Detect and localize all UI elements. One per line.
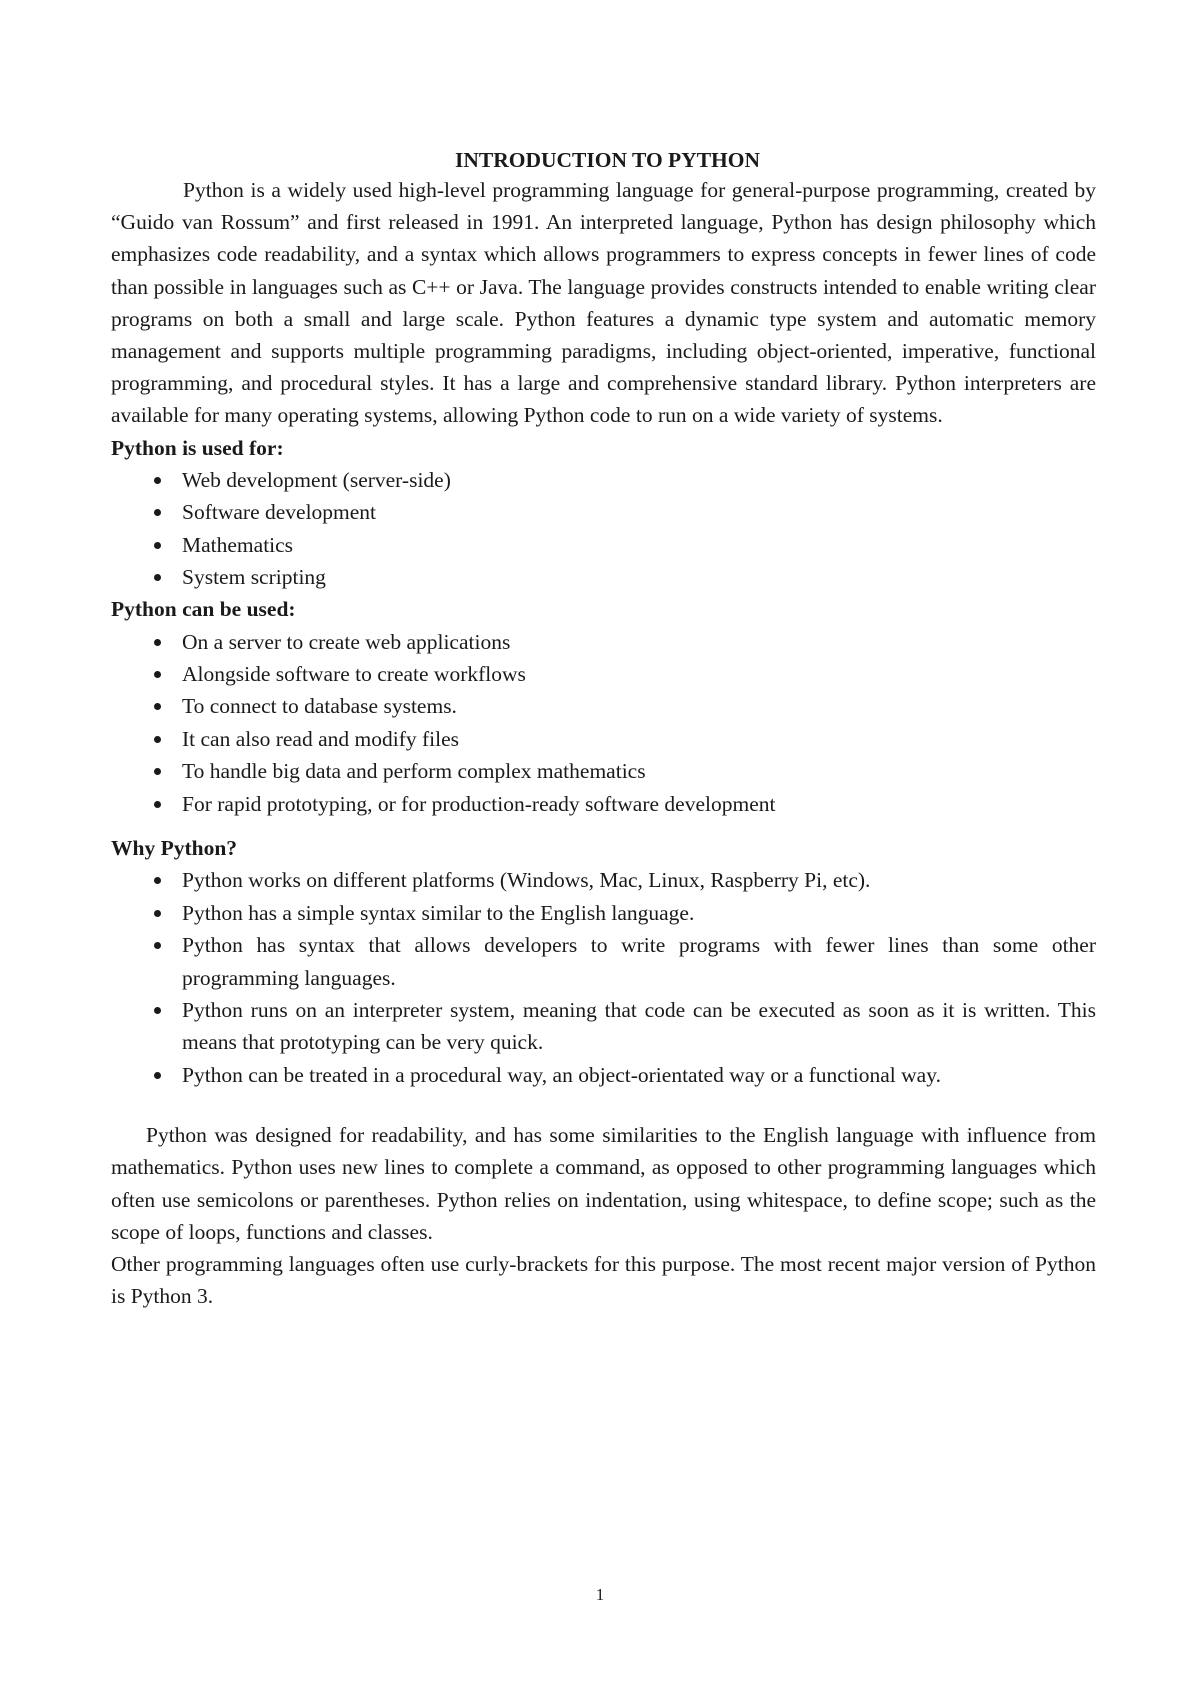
list-item [111, 864, 1096, 896]
list-item [111, 929, 1096, 994]
bullet-icon [154, 703, 161, 710]
page-title: INTRODUCTION TO PYTHON [454, 148, 761, 172]
list-item-text: It can also read and modify files [182, 726, 460, 751]
intro-paragraph: Python is a widely used high-level programming language for general-purpose programming, created by “Guido van Rossum” and first released in 1991. An interpreted language, Python has design philosophy which emphasizes code readability, and a syntax which allows programmers to express concepts in fewer lines of code than possible in languages such as C++ or Java. The language provides constructs intended to enable writing clear programs on both a small and large scale. Python features a dynamic type system and automatic memory management and supports multiple programming paradigms, including object-oriented, imperative, functional programming, and procedural styles. It has a large and comprehensive standard library. Python interpreters are available for many operating systems, allowing Python code to run on a wide variety of systems. [111, 178, 1096, 428]
list-item-text: System scripting [182, 565, 326, 590]
list-item-text: On a server to create web applications [182, 629, 511, 654]
bullet-icon [154, 671, 161, 678]
spacer [111, 820, 1096, 832]
list-item [111, 464, 1096, 496]
list-item-text: Alongside software to create workflows [182, 662, 526, 687]
page-number: 1 [595, 1585, 605, 1604]
list-item-text: Software development [182, 500, 377, 525]
bullet-icon [154, 877, 161, 884]
used-for-list [111, 464, 1096, 594]
bullet-icon [154, 801, 161, 808]
list-item-text: Python works on different platforms (Windows, Mac, Linux, Raspberry Pi, etc). [182, 868, 871, 893]
bullet-icon [154, 542, 161, 549]
bullet-icon [154, 574, 161, 581]
why-python-list [111, 864, 1096, 1091]
list-item-text: Python can be treated in a procedural way, an object-orientated way or a functional way. [182, 1062, 941, 1087]
list-item [111, 496, 1096, 528]
bullet-icon [154, 639, 161, 646]
list-item [111, 994, 1096, 1059]
list-item [111, 1059, 1096, 1091]
list-item [111, 690, 1096, 722]
list-item [111, 788, 1096, 820]
spacer [111, 1091, 1096, 1119]
why-python-heading: Why Python? [111, 836, 238, 861]
list-item [111, 658, 1096, 690]
list-item [111, 723, 1096, 755]
bullet-icon [154, 768, 161, 775]
list-item-text: Python runs on an interpreter system, meaning that code can be executed as soon as it is written. This means that prototyping can be very quick. [182, 997, 1096, 1055]
can-be-used-heading: Python can be used: [111, 597, 296, 622]
bullet-icon [154, 509, 161, 516]
can-be-used-list [111, 626, 1096, 820]
list-item-text: Python has syntax that allows developers to write programs with fewer lines than some other programming languages. [182, 933, 1096, 990]
list-item [111, 626, 1096, 658]
closing-paragraph-continued: Other programming languages often use curly-brackets for this purpose. The most recent major version of Python is Python 3. [111, 1251, 1096, 1309]
closing-paragraph: Python was designed for readability, and has some similarities to the English language with influence from mathematics. Python uses new lines to complete a command, as opposed to other programming languages which often use semicolons or parentheses. Python relies on indentation, using whitespace, to define scope; such as the scope of loops, functions and classes. [111, 1123, 1096, 1244]
list-item [111, 897, 1096, 929]
bullet-icon [154, 910, 161, 917]
list-item-text: Web development (server-side) [182, 467, 451, 492]
list-item-text: To handle big data and perform complex mathematics [182, 759, 646, 784]
bullet-icon [154, 942, 161, 949]
list-item-text: Mathematics [182, 532, 294, 557]
list-item [111, 755, 1096, 787]
list-item [111, 561, 1096, 593]
list-item-text: For rapid prototyping, or for production-ready software development [182, 791, 776, 816]
used-for-heading: Python is used for: [111, 435, 284, 460]
bullet-icon [154, 477, 161, 484]
list-item [111, 529, 1096, 561]
bullet-icon [154, 1072, 161, 1079]
list-item-text: Python has a simple syntax similar to the English language. [182, 900, 695, 925]
bullet-icon [154, 1007, 161, 1014]
bullet-icon [154, 736, 161, 743]
list-item-text: To connect to database systems. [182, 694, 457, 719]
